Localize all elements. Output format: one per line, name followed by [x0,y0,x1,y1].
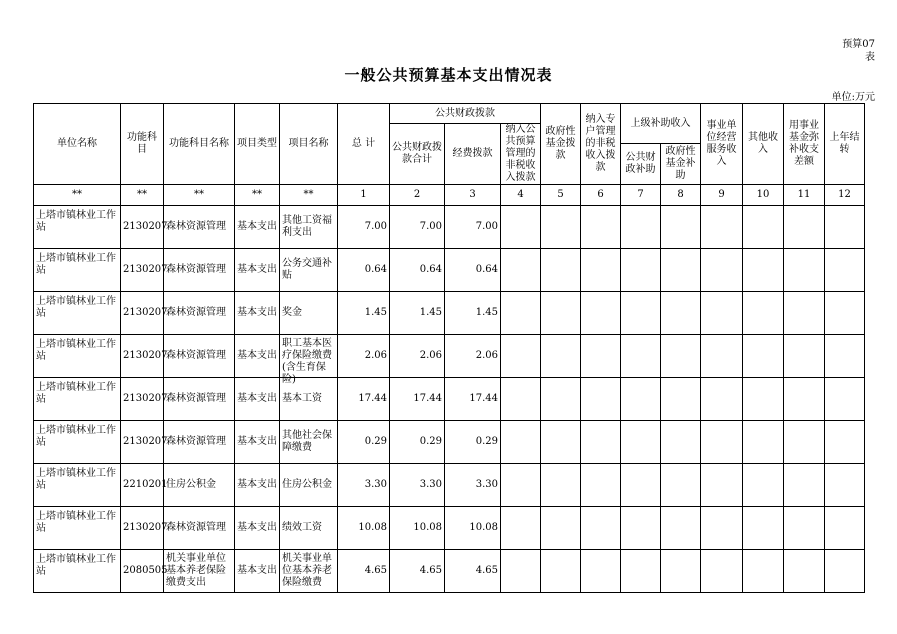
empty-cell [661,550,701,593]
empty-cell [701,421,743,464]
org-name-cell [34,550,121,593]
empty-cell [825,550,865,593]
header-gov-fund: 政府性基金拨款 [541,104,581,185]
empty-cell [825,292,865,335]
func-name-cell [164,507,235,550]
index-cell: 5 [541,185,581,206]
empty-cell [661,378,701,421]
empty-cell [825,335,865,378]
empty-cell [743,464,784,507]
total-cell [338,206,390,249]
index-cell: ** [34,185,121,206]
empty-cell [581,206,621,249]
empty-cell [825,464,865,507]
total-cell [338,378,390,421]
org-name-cell [34,249,121,292]
item-type-cell-text: 基本支出 [237,522,277,533]
header-expense-alloc: 经费拨款 [445,124,501,185]
empty-cell [784,378,825,421]
total-cell-text: 10.08 [358,522,387,533]
total-cell [338,550,390,593]
func-name-cell [164,292,235,335]
item-type-cell-text: 基本支出 [237,479,277,490]
func-name-cell-text: 森林资源管理 [166,307,226,318]
total-cell-text: 4.65 [364,565,387,576]
public-fiscal-total-cell [390,507,445,550]
table-row [34,292,865,335]
empty-cell [541,249,581,292]
public-fiscal-total-cell-text: 10.08 [413,522,442,533]
table-row [34,421,865,464]
header-org-name: 单位名称 [34,104,121,185]
empty-cell [581,464,621,507]
item-name-cell [280,550,338,593]
org-name-cell-text: 上塔市镇林业工作站 [36,468,116,491]
empty-cell [501,206,541,249]
empty-cell [701,249,743,292]
func-code-cell [121,292,168,335]
empty-cell [621,206,661,249]
empty-cell [784,550,825,593]
index-cell: 9 [701,185,743,206]
expense-alloc-cell-text: 3.30 [475,479,498,490]
empty-cell [581,550,621,593]
func-name-cell [164,206,235,249]
table-row [34,335,865,378]
public-fiscal-total-cell [390,421,445,464]
expense-alloc-cell-text: 0.64 [475,264,498,275]
expense-alloc-cell [445,335,501,378]
index-cell: 6 [581,185,621,206]
expense-alloc-cell-text: 7.00 [475,221,498,232]
empty-cell [743,292,784,335]
header-upper-public-fiscal: 公共财政补助 [621,144,661,185]
func-code-cell-text: 2130207 [123,436,168,447]
index-cell: 10 [743,185,784,206]
empty-cell [661,335,701,378]
header-business-income: 事业单位经营服务收入 [701,104,743,185]
item-type-cell [235,292,280,335]
func-name-cell-text: 机关事业单位基本养老保险缴费支出 [166,553,226,588]
index-cell: 3 [445,185,501,206]
public-fiscal-total-cell-text: 2.06 [419,350,442,361]
form-code-line1: 预算07 [842,39,875,50]
total-cell-text: 3.30 [364,479,387,490]
item-type-cell-text: 基本支出 [237,393,277,404]
empty-cell [661,464,701,507]
func-code-cell [121,464,168,507]
total-cell-text: 0.64 [364,264,387,275]
empty-cell [701,206,743,249]
func-name-cell-text: 森林资源管理 [166,522,226,533]
table-row [34,378,865,421]
item-name-cell-text: 住房公积金 [282,479,332,490]
org-name-cell-text: 上塔市镇林业工作站 [36,382,116,405]
public-fiscal-total-cell [390,292,445,335]
empty-cell [541,421,581,464]
public-fiscal-total-cell [390,206,445,249]
header-upper-gov-fund: 政府性基金补助 [661,144,701,185]
expense-alloc-cell [445,249,501,292]
table-row [34,464,865,507]
item-name-cell [280,206,338,249]
index-cell: 4 [501,185,541,206]
func-name-cell [164,464,235,507]
header-func-name: 功能科目名称 [164,104,235,185]
item-name-cell-text: 绩效工资 [282,522,322,533]
empty-cell [541,464,581,507]
empty-cell [701,378,743,421]
func-code-cell-text: 2130207 [123,393,168,404]
org-name-cell [34,421,121,464]
empty-cell [501,378,541,421]
expense-alloc-cell [445,507,501,550]
item-name-cell-text: 基本工资 [282,393,322,404]
empty-cell [661,249,701,292]
empty-cell [621,464,661,507]
header-fund-balance: 用事业基金弥补收支差额 [784,104,825,185]
public-fiscal-total-cell-text: 4.65 [419,565,442,576]
empty-cell [581,507,621,550]
item-type-cell [235,249,280,292]
expense-alloc-cell-text: 2.06 [475,350,498,361]
index-row [34,185,865,206]
expense-alloc-cell-text: 4.65 [475,565,498,576]
empty-cell [581,249,621,292]
func-name-cell [164,550,235,593]
empty-cell [825,249,865,292]
empty-cell [581,421,621,464]
func-code-cell [121,335,168,378]
item-name-cell [280,507,338,550]
empty-cell [501,507,541,550]
empty-cell [743,550,784,593]
page-title: 一般公共预算基本支出情况表 [344,66,553,84]
empty-cell [621,378,661,421]
empty-cell [621,507,661,550]
public-fiscal-total-cell [390,335,445,378]
table-row [34,249,865,292]
empty-cell [701,335,743,378]
func-code-cell [121,507,168,550]
item-type-cell-text: 基本支出 [237,264,277,275]
total-cell [338,249,390,292]
item-type-cell-text: 基本支出 [237,221,277,232]
func-code-cell-text: 2210201 [123,479,168,490]
empty-cell [541,550,581,593]
empty-cell [541,335,581,378]
header-item-type: 项目类型 [235,104,280,185]
header-prior-year: 上年结转 [825,104,865,185]
func-code-cell-text: 2130207 [123,264,168,275]
org-name-cell [34,507,121,550]
empty-cell [784,335,825,378]
header-func-code: 功能科目 [121,104,164,185]
item-type-cell [235,464,280,507]
org-name-cell-text: 上塔市镇林业工作站 [36,339,116,362]
item-name-cell-text: 公务交通补贴 [282,258,332,281]
index-cell: 8 [661,185,701,206]
org-name-cell-text: 上塔市镇林业工作站 [36,296,116,319]
func-code-cell [121,421,168,464]
index-cell: ** [235,185,280,206]
empty-cell [701,292,743,335]
func-code-cell-text: 2080505 [123,565,168,576]
table-row [34,507,865,550]
empty-cell [784,464,825,507]
item-name-cell-text: 机关事业单位基本养老保险缴费 [282,553,332,588]
item-name-cell [280,249,338,292]
empty-cell [784,292,825,335]
empty-cell [825,378,865,421]
empty-cell [743,378,784,421]
public-fiscal-total-cell-text: 0.29 [419,436,442,447]
empty-cell [825,507,865,550]
item-type-cell-text: 基本支出 [237,565,277,576]
public-fiscal-total-cell-text: 3.30 [419,479,442,490]
empty-cell [501,292,541,335]
org-name-cell [34,464,121,507]
func-name-cell [164,421,235,464]
empty-cell [661,292,701,335]
item-name-cell [280,335,338,385]
header-public-fiscal-total: 公共财政拨款合计 [390,124,445,185]
table-body [34,206,865,593]
empty-cell [743,507,784,550]
empty-cell [661,206,701,249]
public-fiscal-total-cell [390,550,445,593]
index-cell: 2 [390,185,445,206]
org-name-cell [34,335,121,378]
header-nontax-in-budget: 纳入公共预算管理的非税收入拨款 [501,124,541,185]
func-name-cell-text: 森林资源管理 [166,221,226,232]
total-cell-text: 0.29 [364,436,387,447]
expense-alloc-cell [445,206,501,249]
empty-cell [743,421,784,464]
item-type-cell [235,421,280,464]
index-cell: 11 [784,185,825,206]
unit-label: 单位:万元 [831,92,875,103]
index-cell: ** [280,185,338,206]
item-type-cell [235,335,280,378]
empty-cell [825,421,865,464]
expense-alloc-cell [445,421,501,464]
item-name-cell [280,292,338,335]
expense-alloc-cell-text: 1.45 [475,307,498,318]
empty-cell [541,378,581,421]
empty-cell [501,550,541,593]
func-name-cell-text: 森林资源管理 [166,350,226,361]
form-code [842,38,875,64]
empty-cell [661,421,701,464]
empty-cell [701,507,743,550]
public-fiscal-total-cell-text: 0.64 [419,264,442,275]
empty-cell [501,464,541,507]
empty-cell [501,249,541,292]
total-cell [338,464,390,507]
total-cell [338,507,390,550]
func-name-cell-text: 森林资源管理 [166,436,226,447]
header-upper-subsidy-group: 上级补助收入 [621,104,701,144]
item-type-cell [235,507,280,550]
empty-cell [784,421,825,464]
public-fiscal-total-cell [390,464,445,507]
expense-alloc-cell-text: 10.08 [469,522,498,533]
header-public-fiscal-group: 公共财政拨款 [390,104,541,124]
item-name-cell-text: 其他社会保障缴费 [282,430,332,453]
func-code-cell [121,550,168,593]
func-name-cell-text: 住房公积金 [166,479,216,490]
index-cell: 7 [621,185,661,206]
empty-cell [661,507,701,550]
org-name-cell-text: 上塔市镇林业工作站 [36,210,116,233]
org-name-cell [34,292,121,335]
item-name-cell [280,464,338,507]
empty-cell [581,335,621,378]
func-code-cell [121,378,168,421]
form-code-line2: 表 [865,52,875,63]
func-code-cell-text: 2130207 [123,522,168,533]
empty-cell [621,292,661,335]
empty-cell [501,421,541,464]
func-name-cell-text: 森林资源管理 [166,393,226,404]
index-cell: ** [121,185,164,206]
expense-alloc-cell [445,378,501,421]
total-cell-text: 2.06 [364,350,387,361]
empty-cell [541,206,581,249]
header-total: 总 计 [338,104,390,185]
index-cell: 12 [825,185,865,206]
item-type-cell [235,206,280,249]
header-nontax-special: 纳入专户管理的非税收入拨款 [581,104,621,185]
empty-cell [743,206,784,249]
item-type-cell-text: 基本支出 [237,436,277,447]
empty-cell [501,335,541,378]
empty-cell [784,249,825,292]
empty-cell [743,249,784,292]
org-name-cell [34,378,121,421]
empty-cell [541,507,581,550]
total-cell [338,421,390,464]
total-cell [338,335,390,378]
expense-alloc-cell [445,464,501,507]
func-name-cell [164,335,235,378]
empty-cell [701,464,743,507]
empty-cell [621,550,661,593]
item-name-cell-text: 其他工资福利支出 [282,215,332,238]
public-fiscal-total-cell-text: 7.00 [419,221,442,232]
index-cell: 1 [338,185,390,206]
table-row [34,550,865,593]
item-name-cell [280,421,338,464]
org-name-cell-text: 上塔市镇林业工作站 [36,425,116,448]
header-item-name: 项目名称 [280,104,338,185]
empty-cell [581,292,621,335]
empty-cell [743,335,784,378]
func-name-cell [164,249,235,292]
expense-alloc-cell [445,550,501,593]
empty-cell [701,550,743,593]
empty-cell [621,249,661,292]
func-code-cell-text: 2130207 [123,350,168,361]
func-name-cell-text: 森林资源管理 [166,264,226,275]
empty-cell [784,507,825,550]
total-cell-text: 17.44 [358,393,387,404]
empty-cell [621,421,661,464]
index-cell: ** [164,185,235,206]
empty-cell [784,206,825,249]
budget-table [33,103,865,593]
public-fiscal-total-cell [390,378,445,421]
empty-cell [581,378,621,421]
expense-alloc-cell-text: 0.29 [475,436,498,447]
func-name-cell [164,378,235,421]
org-name-cell-text: 上塔市镇林业工作站 [36,511,116,534]
item-type-cell-text: 基本支出 [237,350,277,361]
total-cell [338,292,390,335]
org-name-cell-text: 上塔市镇林业工作站 [36,554,116,577]
func-code-cell-text: 2130207 [123,221,168,232]
item-name-cell-text: 奖金 [282,307,302,318]
public-fiscal-total-cell-text: 1.45 [419,307,442,318]
table-row [34,206,865,249]
empty-cell [825,206,865,249]
header-other-income: 其他收入 [743,104,784,185]
item-name-cell-text: 职工基本医疗保险缴费(含生育保险) [282,338,332,385]
func-code-cell-text: 2130207 [123,307,168,318]
total-cell-text: 1.45 [364,307,387,318]
org-name-cell [34,206,121,249]
empty-cell [541,292,581,335]
item-type-cell [235,550,280,593]
empty-cell [621,335,661,378]
item-type-cell-text: 基本支出 [237,307,277,318]
item-type-cell [235,378,280,421]
public-fiscal-total-cell-text: 17.44 [413,393,442,404]
public-fiscal-total-cell [390,249,445,292]
total-cell-text: 7.00 [364,221,387,232]
func-code-cell [121,249,168,292]
expense-alloc-cell [445,292,501,335]
func-code-cell [121,206,168,249]
expense-alloc-cell-text: 17.44 [469,393,498,404]
org-name-cell-text: 上塔市镇林业工作站 [36,253,116,276]
